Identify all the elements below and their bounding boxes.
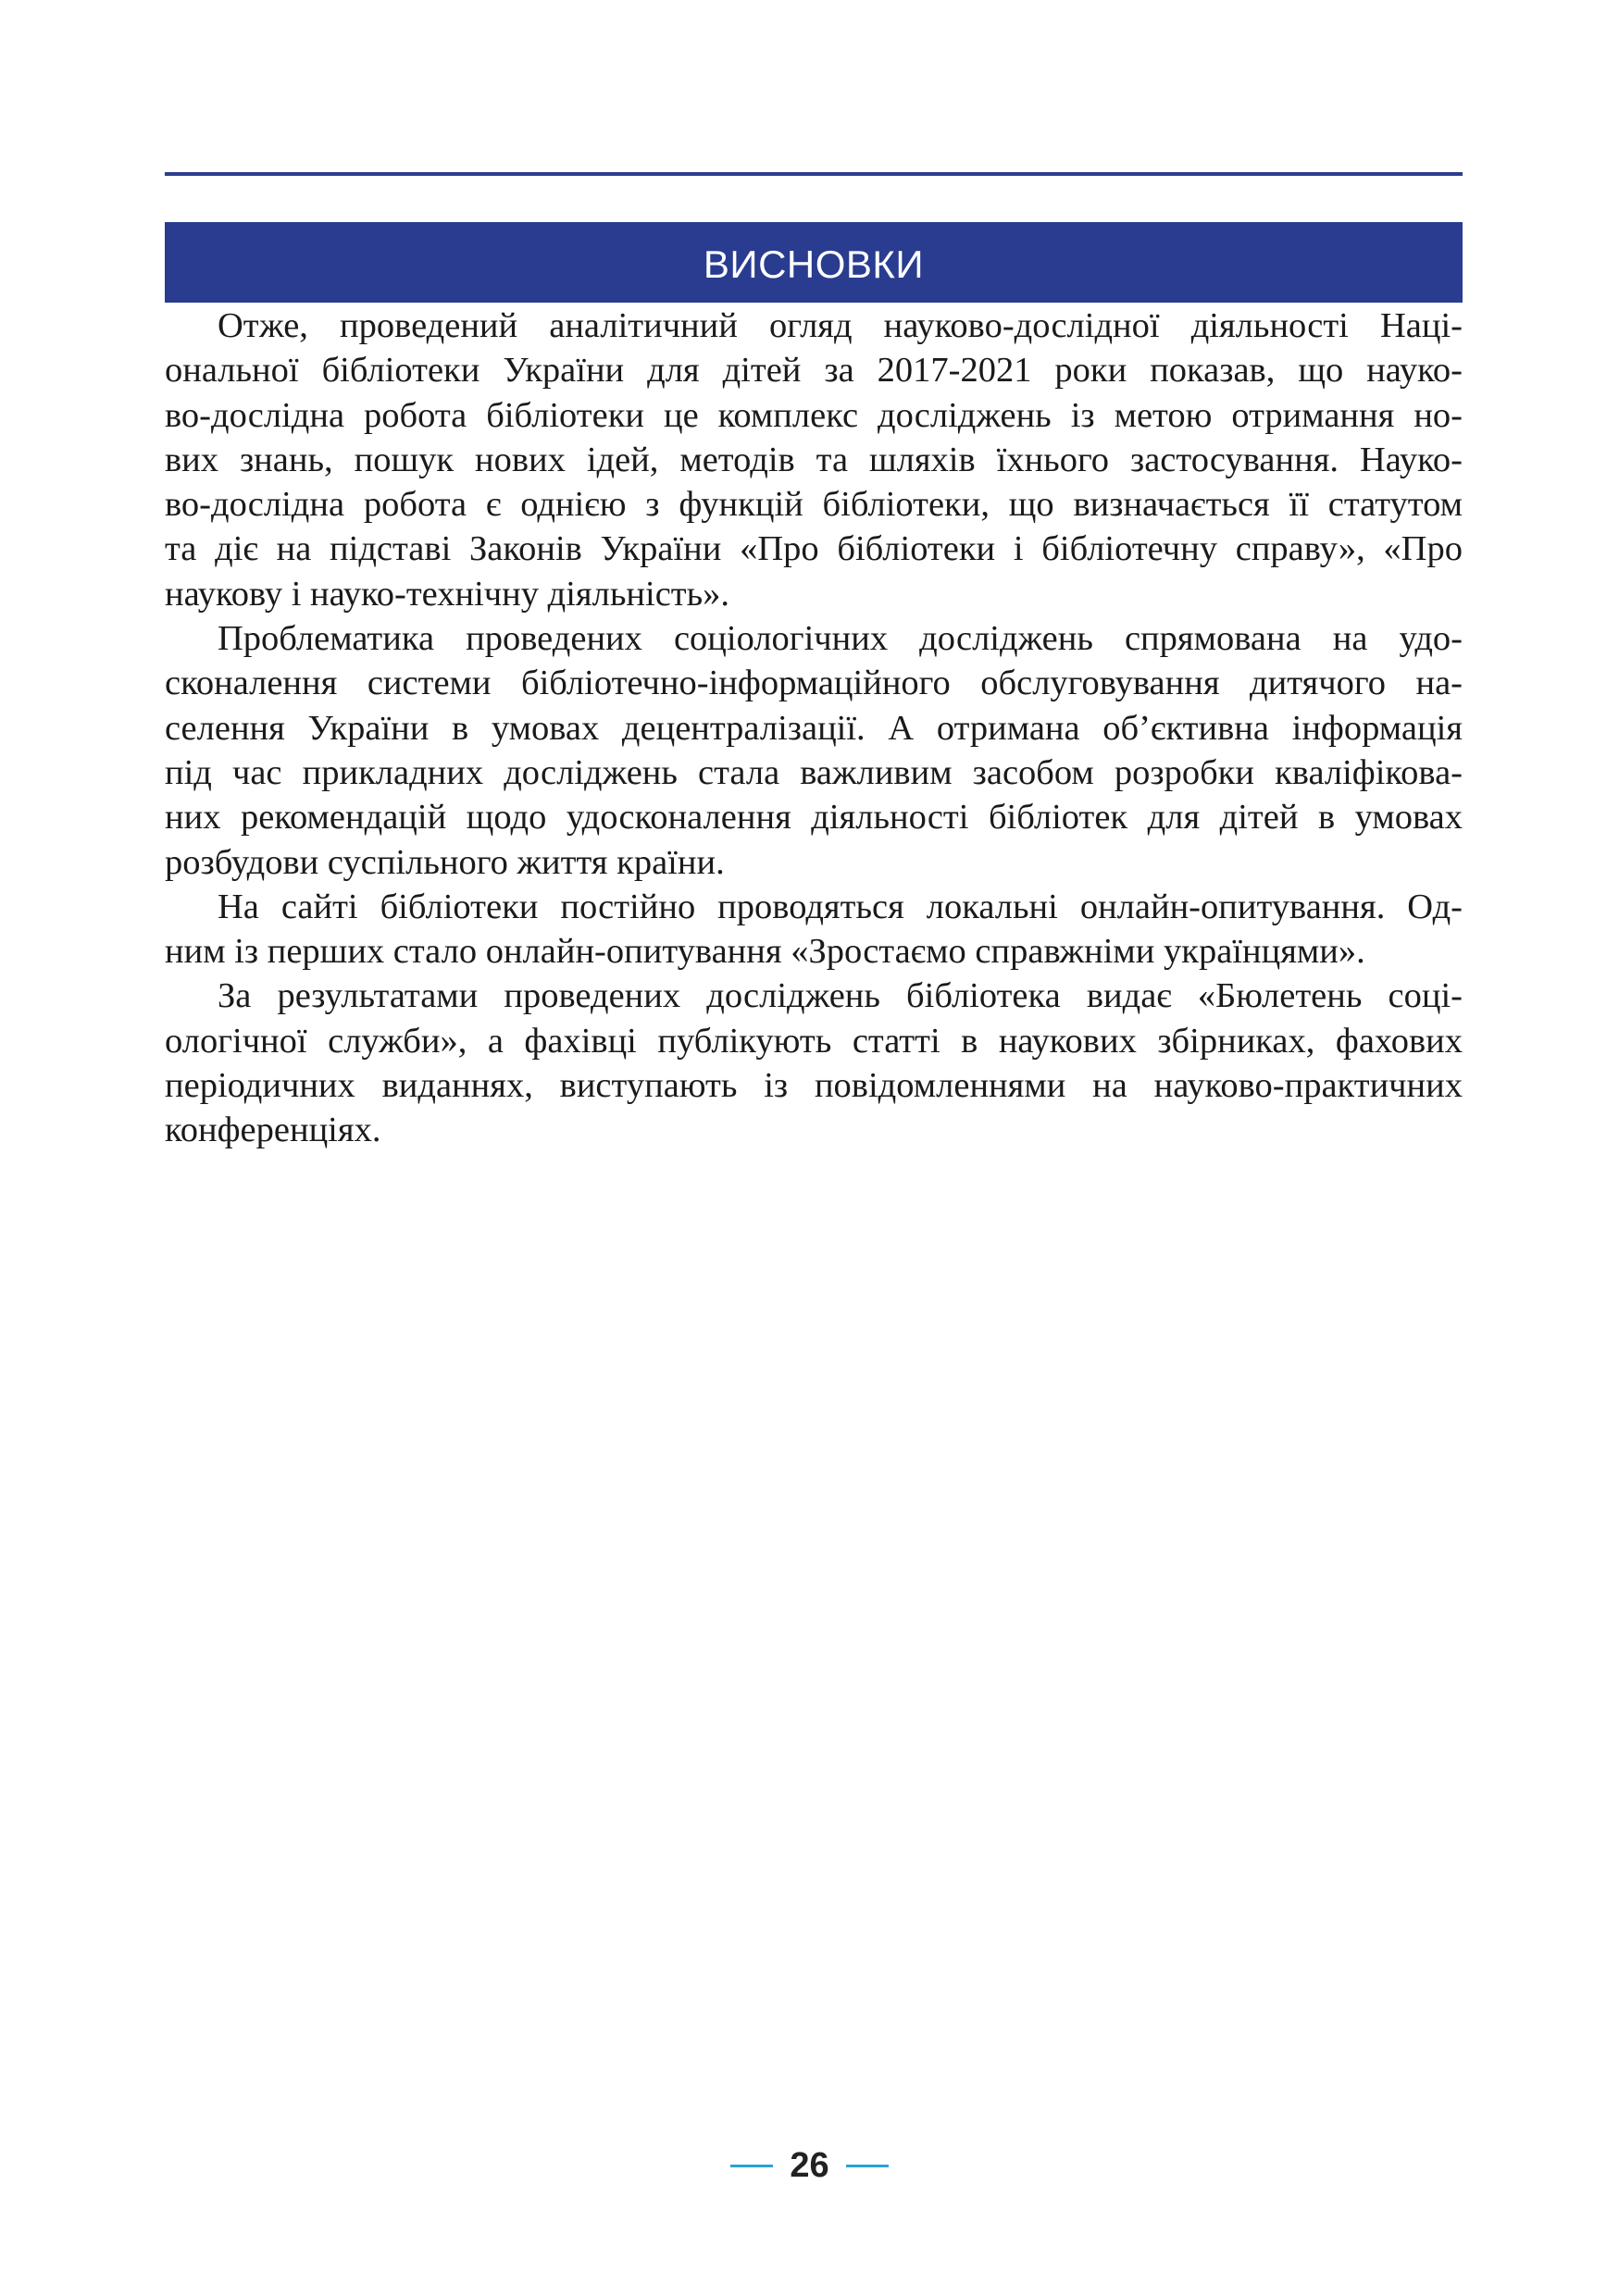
page-number: [0, 2138, 1619, 2193]
text-line: Отже, проведений аналітичний огляд науково-дослідної діяльності Наці-: [218, 306, 1463, 345]
paragraph: [165, 974, 1463, 1152]
text-line: та діє на підставі Законів України «Про бібліотеки і бібліотечну справу», «Про: [165, 529, 1463, 569]
text-line: сконалення системи бібліотечно-інформаційного обслуговування дитячого на-: [165, 664, 1463, 703]
body-text: [165, 304, 1463, 1153]
text-line: вих знань, пошук нових ідей, методів та шляхів їхнього застосування. Науко-: [165, 440, 1463, 479]
text-line: конференціях.: [165, 1111, 381, 1150]
paragraph: [165, 616, 1463, 885]
text-line: Проблематика проведених соціологічних досліджень спрямована на удо-: [218, 619, 1463, 659]
page-number-left-rule: [730, 2165, 773, 2167]
text-line: періодичних виданнях, виступають із повідомленнями на науково-практичних: [165, 1066, 1463, 1106]
top-divider: [165, 172, 1463, 176]
section-title: ВИСНОВКИ: [703, 242, 925, 286]
text-line: На сайті бібліотеки постійно проводяться локальні онлайн-опитування. Од-: [218, 887, 1463, 926]
paragraph: [165, 304, 1463, 616]
text-line: розбудови суспільного життя країни.: [165, 842, 725, 882]
page-number-value: 26: [790, 2145, 829, 2185]
section-header-band: [165, 222, 1463, 303]
text-line: наукову і науко-технічну діяльність».: [165, 574, 730, 614]
text-line: під час прикладних досліджень стала важливим засобом розробки кваліфікова-: [165, 752, 1463, 792]
text-line: селення України в умовах децентралізації. А отримана об’єктивна інформація: [165, 708, 1463, 748]
paragraph: [165, 885, 1463, 974]
text-line: во-дослідна робота є однією з функцій бібліотеки, що визначається її статутом: [165, 485, 1463, 525]
text-line: ологічної служби», а фахівці публікують статті в наукових збірниках, фахових: [165, 1021, 1463, 1061]
page-number-right-rule: [846, 2165, 889, 2167]
text-line: во-дослідна робота бібліотеки це комплекс досліджень із метою отримання но-: [165, 395, 1463, 435]
text-line: них рекомендацій щодо удосконалення діяльності бібліотек для дітей в умовах: [165, 798, 1463, 838]
text-line: За результатами проведених досліджень бібліотека видає «Бюлетень соці-: [218, 976, 1463, 1016]
text-line: ональної бібліотеки України для дітей за 2017-2021 роки показав, що науко-: [165, 351, 1463, 391]
text-line: ним із перших стало онлайн-опитування «Зростаємо справжніми українцями».: [165, 932, 1365, 972]
